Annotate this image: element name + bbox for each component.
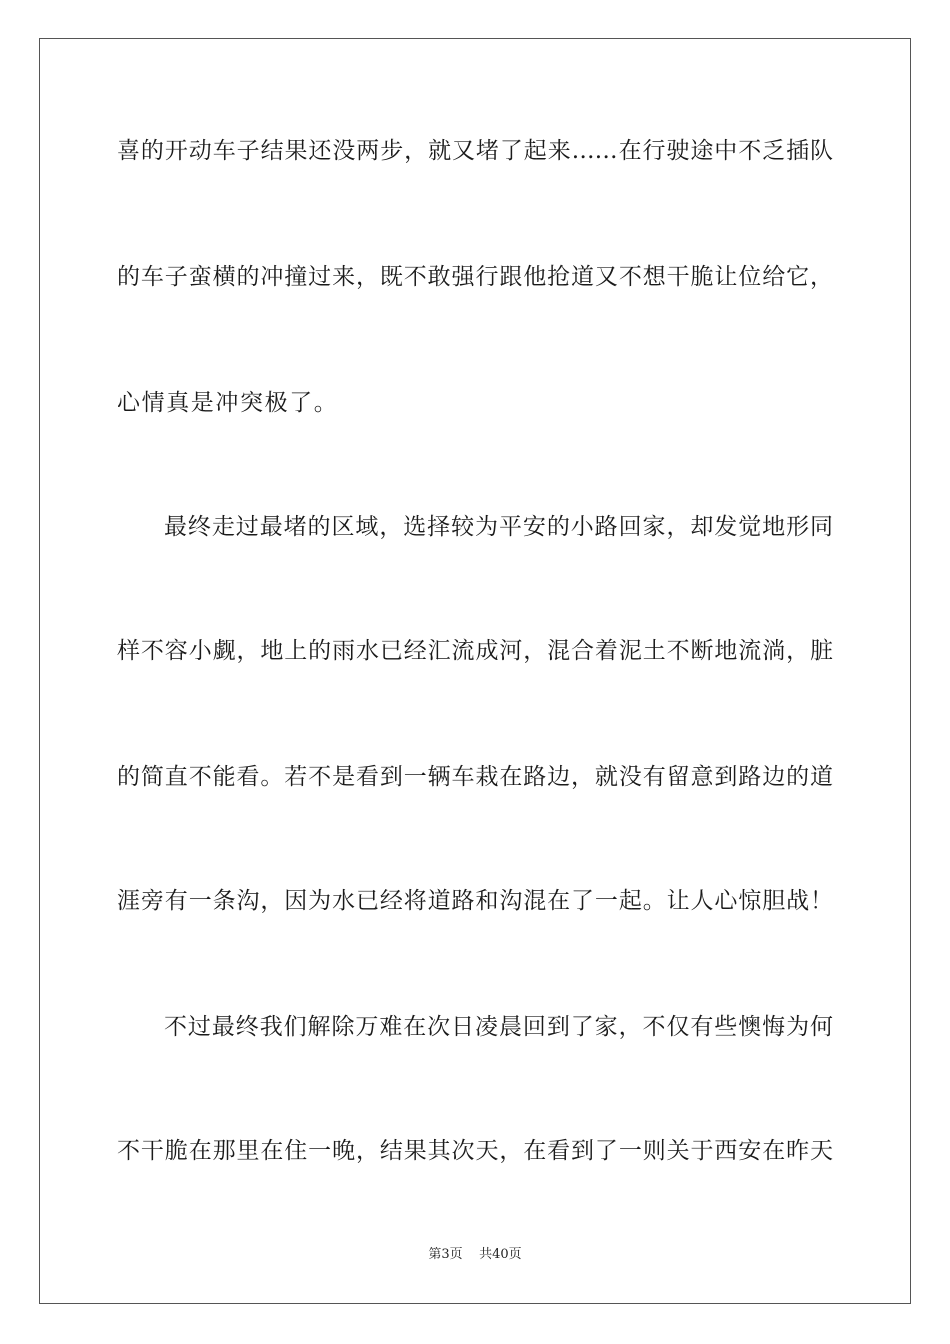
page-footer [0, 1246, 950, 1264]
body-line-4: 最终走过最堵的区域，选择较为平安的小路回家，却发觉地形同 [164, 514, 833, 540]
body-line-1: 喜的开动车子结果还没两步，就又堵了起来……在行驶途中不乏插队 [117, 138, 833, 164]
body-line-8: 不过最终我们解除万难在次日凌晨回到了家，不仅有些懊悔为何 [164, 1014, 833, 1040]
body-line-5: 样不容小觑，地上的雨水已经汇流成河，混合着泥土不断地流淌，脏 [117, 638, 833, 664]
body-line-3: 心情真是冲突极了。 [117, 390, 339, 416]
total-pages: 共40页 [479, 1247, 522, 1262]
page-number: 第3页 [428, 1247, 463, 1262]
body-line-7: 涯旁有一条沟，因为水已经将道路和沟混在了一起。让人心惊胆战！ [117, 888, 833, 914]
body-line-9: 不干脆在那里在住一晚，结果其次天，在看到了一则关于西安在昨天 [117, 1138, 833, 1164]
body-line-6: 的简直不能看。若不是看到一辆车栽在路边，就没有留意到路边的道 [117, 764, 833, 790]
page-frame [39, 38, 911, 1304]
body-line-2: 的车子蛮横的冲撞过来，既不敢强行跟他抢道又不想干脆让位给它， [117, 264, 833, 290]
